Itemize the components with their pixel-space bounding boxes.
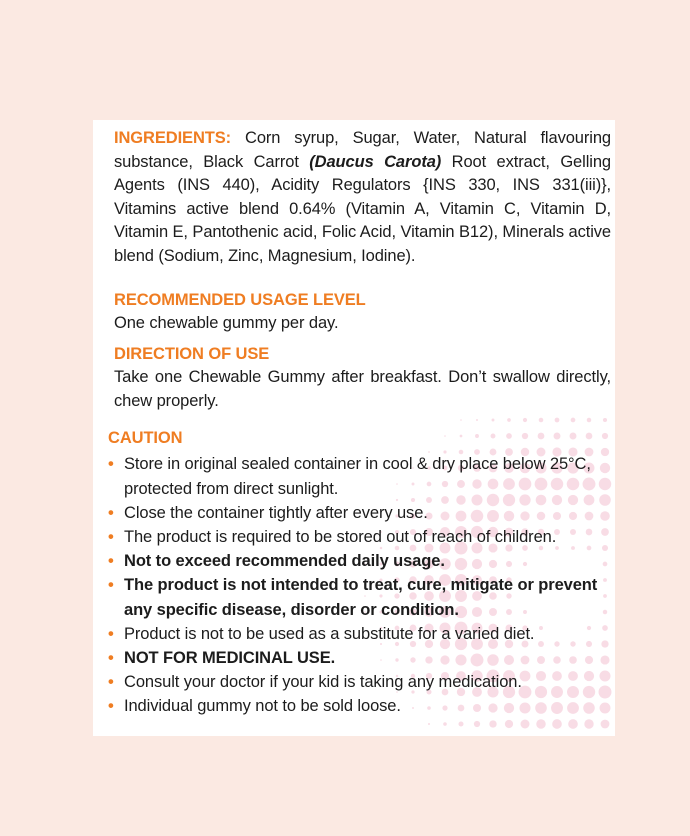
pattern-dot (474, 721, 480, 727)
caution-item-text: Not to exceed recommended daily usage. (124, 552, 445, 571)
caution-item (108, 525, 611, 549)
caution-item-text: Consult your doctor if your kid is taking any medication. (124, 673, 522, 692)
bullet-icon: • (108, 576, 114, 595)
caution-item-text: The product is not intended to treat, cure, mitigate or prevent any specific disease, disorder or condition. (124, 576, 598, 619)
caution-item (108, 573, 611, 621)
label-panel (93, 120, 615, 736)
caution-heading: CAUTION (108, 429, 183, 448)
bullet-icon: • (108, 624, 114, 643)
caution-item-text: Close the container tightly after every use. (124, 503, 428, 522)
direction-text: Take one Chewable Gummy after breakfast. Don’t swallow directly, chew properly. (114, 368, 611, 410)
usage-text: One chewable gummy per day. (114, 313, 339, 332)
caution-item (108, 452, 611, 500)
bullet-icon: • (108, 697, 114, 716)
caution-item (108, 646, 611, 670)
pattern-dot (489, 720, 496, 727)
pattern-dot (459, 722, 464, 727)
caution-item-text: Store in original sealed container in cool & dry place below 25°C, protected from direct sunlight. (124, 455, 591, 498)
caution-item-text: Product is not to be used as a substitute for a varied diet. (124, 624, 535, 643)
pattern-dot (601, 720, 610, 729)
pattern-dot (568, 719, 578, 729)
ingredients-text-a: Corn syrup, Sugar, Water, Natural flavouring substance, Black Carrot (114, 129, 611, 171)
pattern-dot (552, 719, 562, 729)
usage-section (114, 289, 611, 336)
direction-heading: DIRECTION OF USE (114, 345, 270, 364)
pattern-dot (536, 719, 545, 728)
caution-item-text: Individual gummy not to be sold loose. (124, 697, 401, 716)
caution-item (108, 501, 611, 525)
direction-section (114, 343, 611, 413)
ingredients-latin-name: (Daucus Carota) (309, 152, 442, 171)
bullet-icon: • (108, 648, 114, 667)
caution-item-text: The product is required to be stored out of reach of children. (124, 527, 557, 546)
ingredients-heading: INGREDIENTS: (114, 129, 232, 147)
bullet-icon: • (108, 673, 114, 692)
caution-item-text: NOT FOR MEDICINAL USE. (124, 648, 336, 667)
bullet-icon: • (108, 455, 114, 474)
pattern-dot (443, 722, 447, 726)
pattern-dot (428, 723, 430, 725)
usage-heading: RECOMMENDED USAGE LEVEL (114, 290, 366, 309)
ingredients-paragraph (114, 127, 611, 269)
caution-section (108, 427, 611, 450)
bullet-icon: • (108, 527, 114, 546)
caution-item (108, 549, 611, 573)
bullet-icon: • (108, 552, 114, 571)
caution-item (108, 622, 611, 646)
caution-list (108, 452, 611, 718)
bullet-icon: • (108, 503, 114, 522)
pattern-dot (584, 719, 593, 728)
caution-item (108, 694, 611, 718)
pattern-dot (505, 720, 513, 728)
pattern-dot (521, 720, 530, 729)
ingredients-text-b: Root extract, Gelling Agents (INS 440), Acidity Regulators {INS 330, INS 331(iii)}, Vitamins active blend 0.64% (Vitamin A, Vitamin C, Vitamin D, Vitamin E, Pantothenic acid, Folic Acid, Vitamin B12), Minerals active blend (Sodium, Zinc, Magnesium, Iodine). (114, 152, 611, 265)
caution-item (108, 670, 611, 694)
label-content (108, 127, 611, 719)
